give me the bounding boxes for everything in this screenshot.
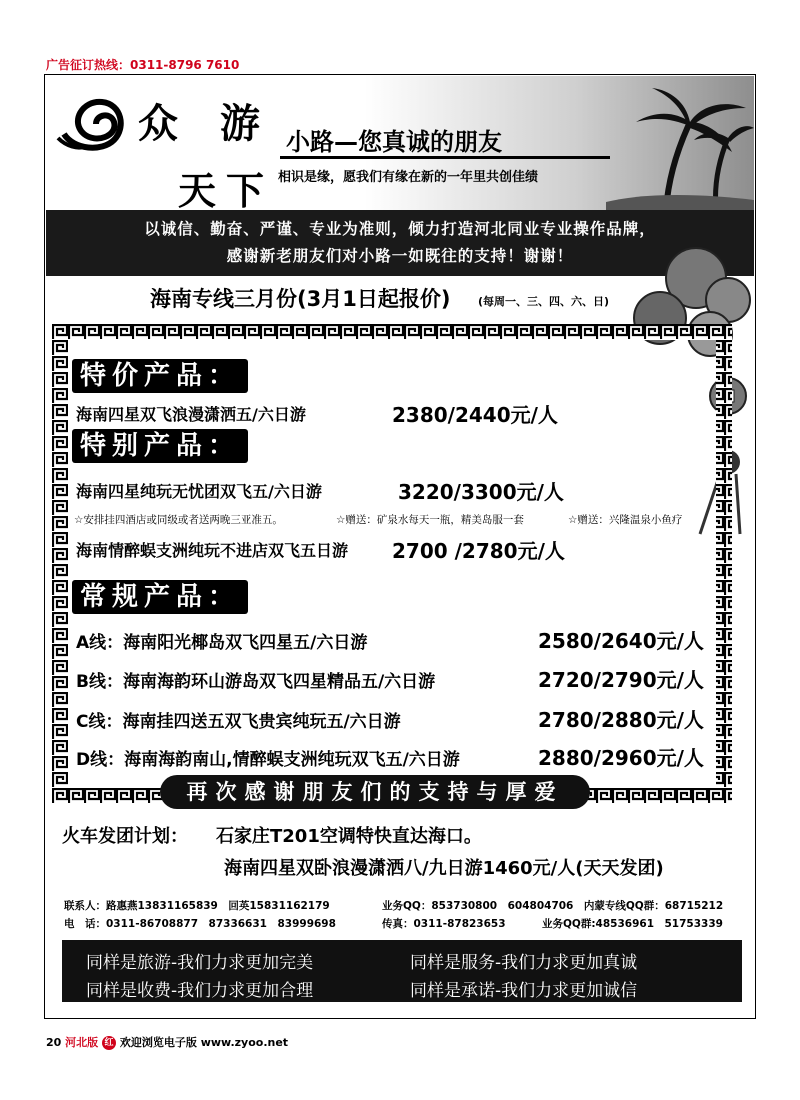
brand-name-2: 天下: [178, 169, 275, 210]
edition-badge: 红: [102, 1036, 116, 1050]
page-footer: [46, 1034, 288, 1050]
product-price: 2780/2880元/人: [538, 708, 704, 732]
product-note: ☆赠送：矿泉水每天一瓶，精美岛服一套: [336, 514, 524, 526]
product-name: 海南情醉蜈支洲纯玩不进店双飞五日游: [76, 541, 349, 560]
product-name: 海南四星纯玩无忧团双飞五/六日游: [76, 482, 322, 501]
footer-slogan: 同样是收费-我们力求更加合理: [86, 981, 314, 1001]
product-price: 2720/2790元/人: [538, 668, 704, 692]
page-number: 20: [46, 1036, 62, 1049]
product-name: B线：海南海韵环山游岛双飞四星精品五/六日游: [76, 672, 436, 692]
edition-label: 河北版: [65, 1036, 99, 1049]
train-plan-label: 火车发团计划：: [62, 826, 188, 847]
product-price: 2380/2440元/人: [392, 403, 558, 427]
website-link[interactable]: www.zyoo.net: [200, 1036, 289, 1049]
footer-slogan: 同样是承诺-我们力求更加诚信: [410, 981, 638, 1001]
header-banner: [46, 76, 754, 210]
product-name: 海南四星双飞浪漫潇洒五/六日游: [76, 405, 306, 424]
route-schedule: (每周一、三、四、六、日): [478, 295, 610, 308]
swirl-logo-icon: [56, 94, 126, 154]
product-price: 2880/2960元/人: [538, 746, 704, 770]
thanks-banner: 再次感谢朋友们的支持与厚爱: [160, 775, 590, 809]
ad-hotline: 广告征订热线：0311-8796 7610: [46, 58, 240, 72]
product-name: C线：海南挂四送五双飞贵宾纯玩五/六日游: [76, 712, 401, 732]
product-name: D线：海南海韵南山,情醉蜈支洲纯玩双飞五/六日游: [76, 750, 460, 770]
route-title: 海南专线三月份(3月1日起报价): [150, 287, 451, 311]
featured-products-label: 特别产品：: [72, 429, 248, 463]
footer-slogan: 同样是服务-我们力求更加真诚: [410, 953, 638, 973]
footer-slogans: [62, 940, 742, 1002]
train-plan-route: 石家庄T201空调特快直达海口。: [216, 826, 482, 847]
contact-qq-group: 业务QQ群:48536961 51753339: [542, 918, 723, 930]
palm-tree-icon: [606, 82, 754, 210]
brand-name: 众 游: [138, 100, 274, 147]
footer-slogan: 同样是旅游-我们力求更加完美: [86, 953, 314, 973]
product-price: 3220/3300元/人: [398, 480, 564, 504]
contact-fax: 传真：0311-87823653: [382, 918, 506, 930]
mission-line-1: 以诚信、勤奋、严谨、专业为准则，倾力打造河北同业专业操作品牌，: [144, 220, 656, 238]
tagline: 小路—您真诚的朋友: [286, 128, 502, 156]
regular-products-label: 常规产品：: [72, 580, 248, 614]
header-divider: [280, 156, 610, 159]
product-name: A线：海南阳光椰岛双飞四星五/六日游: [76, 633, 368, 653]
ebook-text: 欢迎浏览电子版: [119, 1036, 197, 1049]
contact-qq: 业务QQ：853730800 604804706 内蒙专线QQ群：68715212: [382, 900, 724, 912]
train-plan-offer: 海南四星双卧浪漫潇洒八/九日游1460元/人(天天发团): [224, 858, 664, 879]
contact-people: 联系人：路惠燕13831165839 回英15831162179: [64, 900, 330, 912]
contact-phone: 电 话：0311-86708877 87336631 83999698: [64, 918, 336, 930]
mission-line-2: 感谢新老朋友们对小路一如既往的支持！谢谢！: [226, 247, 574, 265]
slogan: 相识是缘，愿我们有缘在新的一年里共创佳绩: [278, 170, 539, 185]
product-price: 2580/2640元/人: [538, 629, 704, 653]
product-price: 2700 /2780元/人: [392, 539, 565, 563]
product-note: ☆赠送：兴隆温泉小鱼疗: [568, 514, 683, 526]
special-products-label: 特价产品：: [72, 359, 248, 393]
product-note: ☆安排挂四酒店或同级或者送两晚三亚准五。: [74, 514, 283, 526]
